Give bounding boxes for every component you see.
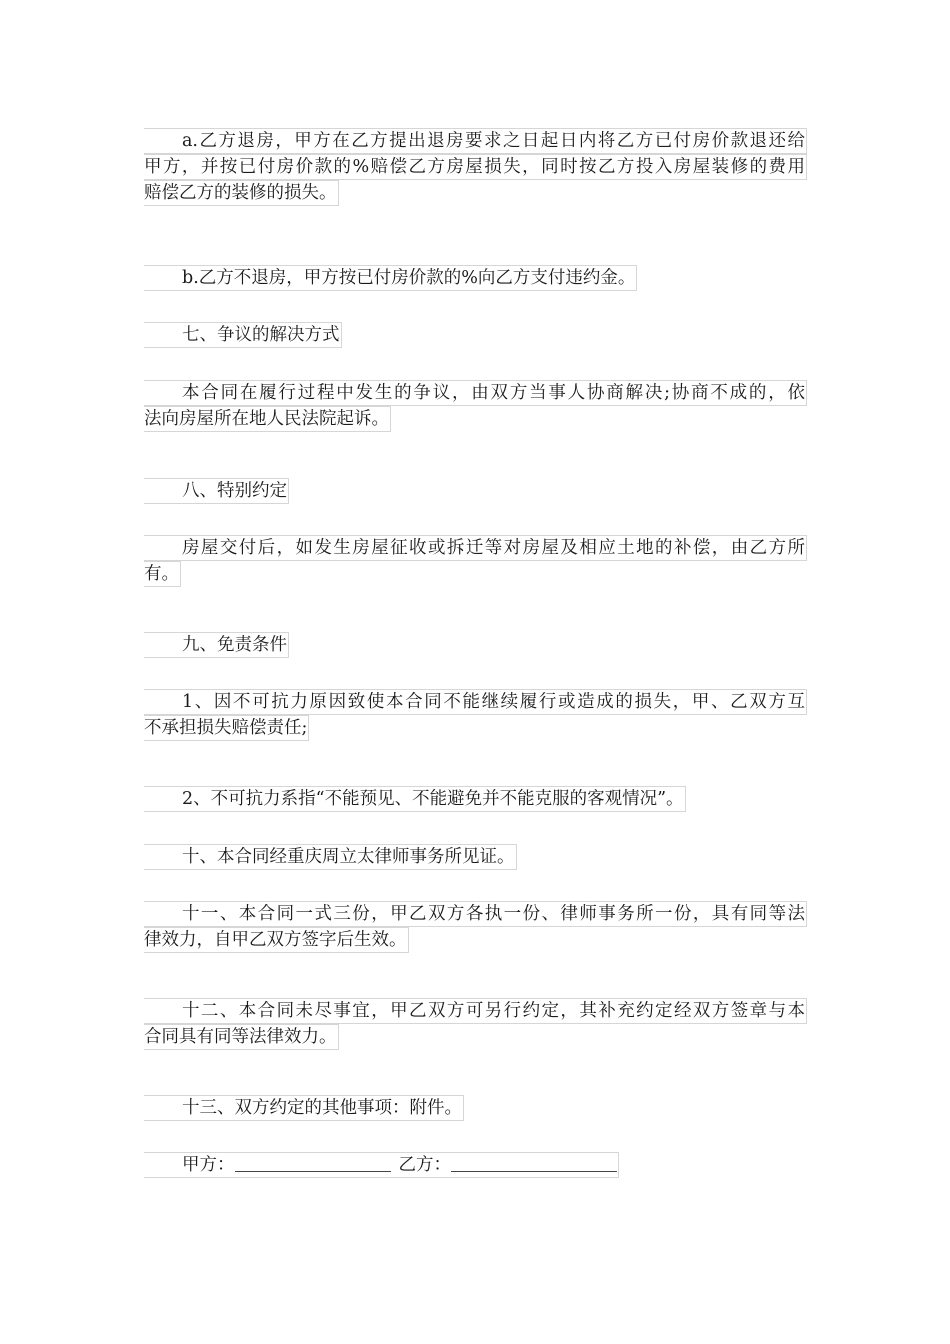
text-line: 十一、本合同一式三份，甲乙双方各执一份、律师事务所一份，具有同等法	[144, 901, 807, 927]
paragraph-refund-option-a	[144, 128, 809, 206]
signature-line	[144, 1152, 809, 1178]
text-line: 1、因不可抗力原因致使本合同不能继续履行或造成的损失，甲、乙双方互	[144, 689, 807, 715]
heading-exemption	[144, 632, 809, 658]
text-line: 有。	[144, 561, 181, 587]
paragraph-clause-12	[144, 998, 809, 1050]
paragraph-dispute-resolution	[144, 380, 809, 432]
text-line: 七、争议的解决方式	[144, 322, 342, 348]
text-line: 2、不可抗力系指“不能预见、不能避免并不能克服的客观情况”。	[144, 786, 686, 812]
heading-special-agreement	[144, 478, 809, 504]
paragraph-refund-option-b	[144, 265, 809, 291]
paragraph-exemption-2	[144, 786, 809, 812]
text-line: 本合同在履行过程中发生的争议，由双方当事人协商解决;协商不成的，依	[144, 380, 807, 406]
text-line: 十三、双方约定的其他事项：附件。	[144, 1095, 464, 1121]
heading-dispute-resolution	[144, 322, 809, 348]
signature-row	[144, 1152, 619, 1178]
text-line: 法向房屋所在地人民法院起诉。	[144, 406, 391, 432]
text-line: a.乙方退房，甲方在乙方提出退房要求之日起日内将乙方已付房价款退还给	[144, 128, 807, 154]
text-line: 房屋交付后，如发生房屋征收或拆迁等对房屋及相应土地的补偿，由乙方所	[144, 535, 807, 561]
text-line: 合同具有同等法律效力。	[144, 1024, 339, 1050]
party-b-label: 乙方：	[398, 1155, 451, 1175]
text-line: 十二、本合同未尽事宜，甲乙双方可另行约定，其补充约定经双方签章与本	[144, 998, 807, 1024]
text-line: 八、特别约定	[144, 478, 289, 504]
text-line: 九、免责条件	[144, 632, 289, 658]
text-line: b.乙方不退房，甲方按已付房价款的%向乙方支付违约金。	[144, 265, 637, 291]
paragraph-special-agreement	[144, 535, 809, 587]
paragraph-exemption-1	[144, 689, 809, 741]
paragraph-clause-13	[144, 1095, 809, 1121]
party-a-signature-blank[interactable]	[235, 1153, 391, 1172]
text-line: 不承担损失赔偿责任;	[144, 715, 309, 741]
paragraph-clause-10	[144, 844, 809, 870]
text-line: 律效力，自甲乙双方签字后生效。	[144, 927, 409, 953]
party-b-signature-blank[interactable]	[451, 1153, 617, 1172]
text-line: 赔偿乙方的装修的损失。	[144, 180, 339, 206]
paragraph-clause-11	[144, 901, 809, 953]
party-a-label: 甲方：	[182, 1155, 235, 1175]
text-line: 甲方，并按已付房价款的%赔偿乙方房屋损失，同时按乙方投入房屋装修的费用	[144, 154, 807, 180]
text-line: 十、本合同经重庆周立太律师事务所见证。	[144, 844, 517, 870]
